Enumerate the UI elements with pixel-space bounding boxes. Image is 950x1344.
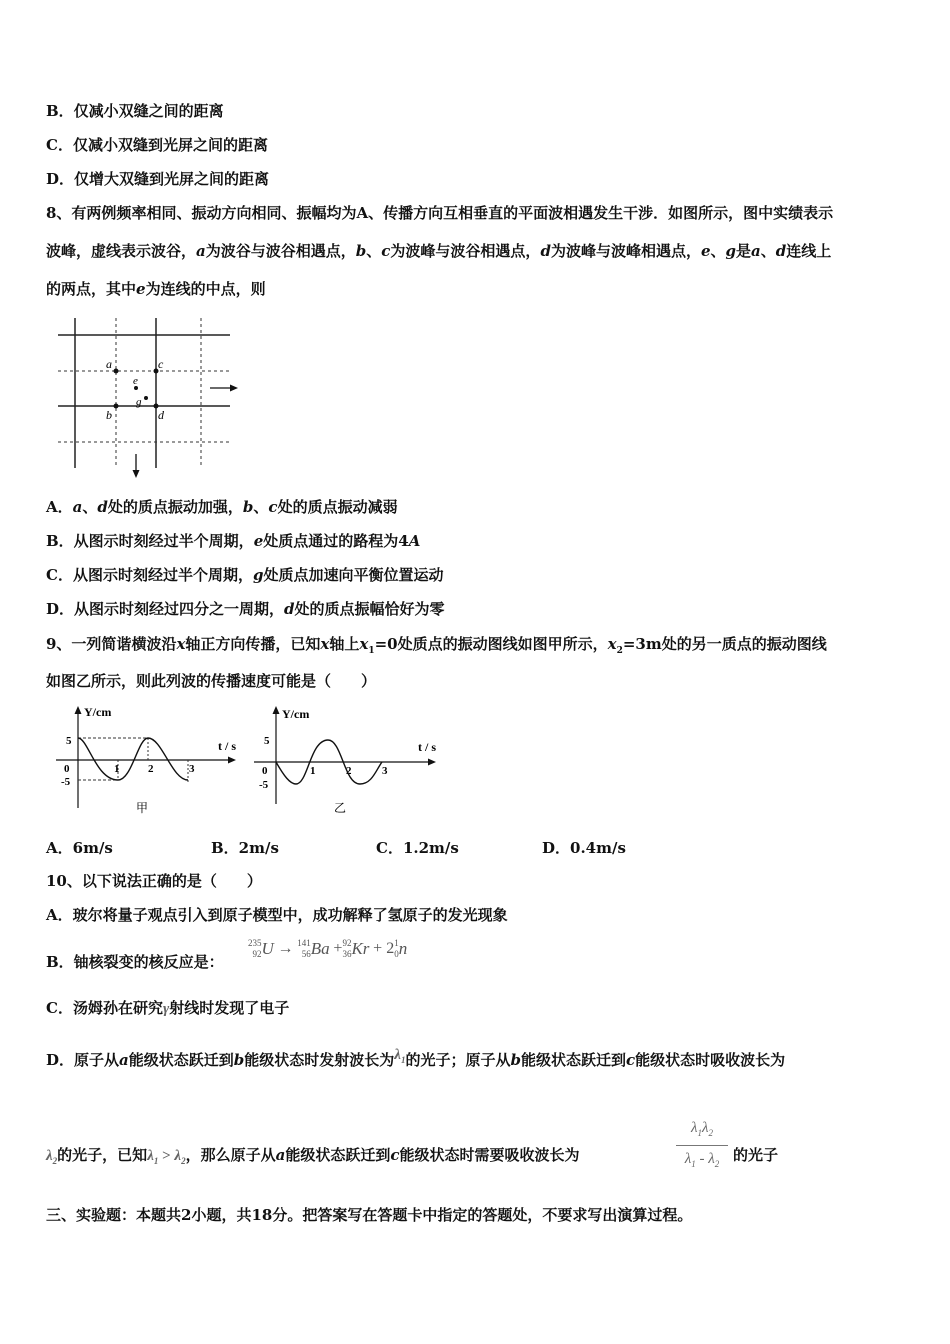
q9-stem-line2: 如图乙所示，则此列波的传播速度可能是（ ） <box>46 672 377 690</box>
q9-option-d: D．0.4m/s <box>542 839 626 857</box>
y-tick-top: 5 <box>264 735 270 747</box>
x-axis-label: t / s <box>218 739 236 753</box>
q9-graph-jia <box>52 700 242 818</box>
caption-yi: 乙 <box>334 801 347 815</box>
section-3-heading: 三、实验题：本题共2小题，共18分。把答案写在答题卡中指定的答题处，不要求写出演算过程。 <box>46 1206 693 1224</box>
q9-option-a: A．6m/s <box>46 839 113 857</box>
q10-option-d-line1: D．原子从a能级状态跃迁到b能级状态时发射波长为$\lambda_1$的光子；原子从b能级状态跃迁到c能级状态时吸收波长为 <box>46 1047 786 1069</box>
lambda2: $\lambda_2$ <box>46 1148 58 1166</box>
point-a <box>114 369 119 374</box>
q8-interference-figure <box>50 312 250 480</box>
label-a: a <box>106 357 112 371</box>
x-tick-3: 3 <box>382 765 388 777</box>
y-tick-bottom: -5 <box>259 779 269 791</box>
q8-option-a: A．a、d处的质点振动加强，b、c处的质点振动减弱 <box>46 498 398 516</box>
fission-equation: 235 92U → 141 56Ba +92 36Kr + 21 0n <box>248 938 408 959</box>
point-g <box>144 396 148 400</box>
q9-stem-line1: 9、一列简谐横波沿x轴正方向传播，已知x轴上$x_1=0$处质点的振动图线如图甲所示，$x_2=3m$处的另一质点的振动图线 <box>46 635 827 656</box>
x-tick-1: 1 <box>114 763 120 775</box>
x-axis-arrow <box>228 757 236 764</box>
vibration-curve-jia <box>78 738 188 780</box>
q9-option-b: B．2m/s <box>211 839 279 857</box>
fraction-numerator: $\lambda_1\lambda_2$ <box>676 1118 728 1146</box>
label-b: b <box>106 408 112 422</box>
down-arrowhead <box>133 470 140 478</box>
lambda-comparison: $\lambda_1 > \lambda_2$ <box>147 1148 186 1166</box>
x-tick-2: 2 <box>346 765 352 777</box>
q9-options-row <box>46 838 646 858</box>
caption-jia: 甲 <box>136 801 149 815</box>
label-c: c <box>158 357 164 371</box>
lambda1: $\lambda_1$ <box>394 1047 406 1065</box>
y-axis-arrow <box>75 706 82 714</box>
lambda-fraction <box>676 1118 728 1174</box>
q10-option-c: C．汤姆孙在研究γ射线时发现了电子 <box>46 999 290 1017</box>
label-d: d <box>158 408 164 422</box>
origin-label: 0 <box>64 763 70 775</box>
q10-option-b: B．铀核裂变的核反应是： <box>46 953 224 971</box>
x-tick-1: 1 <box>310 765 316 777</box>
q8-option-d: D．从图示时刻经过四分之一周期，d处的质点振幅恰好为零 <box>46 600 445 618</box>
y-axis-arrow <box>273 706 280 714</box>
x-tick-2: 2 <box>148 763 154 775</box>
q10-option-d-end: 的光子 <box>733 1146 779 1164</box>
label-g: g <box>136 396 142 408</box>
origin-label: 0 <box>262 765 268 777</box>
q8-stem-line1: 8、有两例频率相同、振动方向相同、振幅均为A、传播方向互相垂直的平面波相遇发生干涉．如图所示，图中实绩表示 <box>46 204 834 222</box>
y-tick-top: 5 <box>66 735 72 747</box>
q10-stem: 10、以下说法正确的是（ ） <box>46 872 262 890</box>
q8-stem-line2: 波峰，虚线表示波谷，a为波谷与波谷相遇点，b、c为波峰与波谷相遇点，d为波峰与波峰相遇点，e、g是a、d连线上 <box>46 242 832 260</box>
q7-option-d: D．仅增大双缝到光屏之间的距离 <box>46 170 270 188</box>
q8-option-b: B．从图示时刻经过半个周期，e处质点通过的路程为4A <box>46 532 421 550</box>
x-axis-label: t / s <box>418 740 436 754</box>
q7-option-c: C．仅减小双缝到光屏之间的距离 <box>46 136 268 154</box>
y-axis-label: Y/cm <box>84 705 112 719</box>
fraction-denominator: $\lambda_1 - \lambda_2$ <box>684 1151 720 1169</box>
right-arrowhead <box>230 385 238 392</box>
x-tick-3: 3 <box>189 763 195 775</box>
y-tick-bottom: -5 <box>61 776 71 788</box>
q8-stem-line3: 的两点，其中e为连线的中点，则 <box>46 280 266 298</box>
q9-graph-yi <box>250 700 446 818</box>
q8-option-c: C．从图示时刻经过半个周期，g处质点加速向平衡位置运动 <box>46 566 444 584</box>
label-e: e <box>133 375 138 387</box>
x-axis-arrow <box>428 759 436 766</box>
y-axis-label: Y/cm <box>282 707 310 721</box>
point-b <box>114 404 119 409</box>
q10-option-a: A．玻尔将量子观点引入到原子模型中，成功解释了氢原子的发光现象 <box>46 906 508 924</box>
q10-option-d-line2: $\lambda_2$的光子，已知$\lambda_1 > \lambda_2$，那么原子从a能级状态跃迁到c能级状态时需要吸收波长为 <box>46 1146 580 1166</box>
q9-option-c: C．1.2m/s <box>376 839 459 857</box>
q7-option-b: B．仅减小双缝之间的距离 <box>46 102 224 120</box>
